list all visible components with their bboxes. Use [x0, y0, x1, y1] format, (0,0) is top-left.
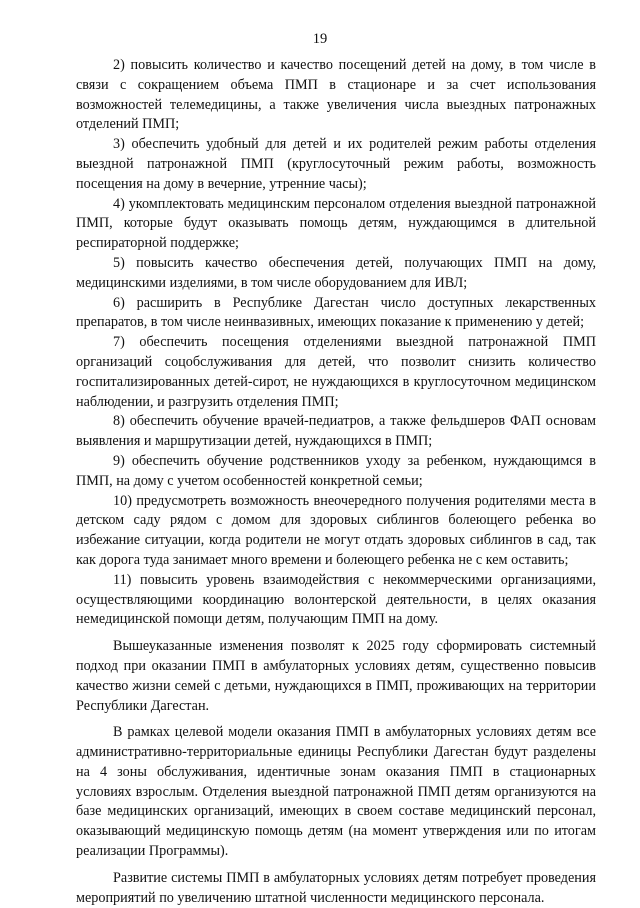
paragraph-item-7: 7) обеспечить посещения отделениями выездной патронажной ПМП организаций соцобслуживания для детей, что позволит снизить количество госпитализированных детей-сирот, не нуждающихся в круглосуточном медицинском наблюдении, и разгрузить отделения ПМП;	[76, 334, 596, 410]
paragraph-item-4: 4) укомплектовать медицинским персоналом отделения выездной патронажной ПМП, которые будут оказывать помощь детям, нуждающимся в длительной респираторной поддержке;	[76, 195, 596, 252]
page-number: 19	[312, 31, 328, 47]
paragraph-item-11: 11) повысить уровень взаимодействия с некоммерческими организациями, осуществляющими координацию волонтерской деятельности, в целях оказания немедицинской помощи детям, получающим ПМП на дому.	[76, 571, 596, 628]
paragraph-item-8: 8) обеспечить обучение врачей-педиатров, а также фельдшеров ФАП основам выявления и маршрутизации детей, нуждающихся в ПМП;	[76, 413, 596, 450]
paragraph-item-5: 5) повысить качество обеспечения детей, получающих ПМП на дому, медицинскими изделиями, в том числе оборудованием для ИВЛ;	[76, 254, 596, 291]
document-body	[76, 56, 596, 908]
paragraph-target-model: В рамках целевой модели оказания ПМП в амбулаторных условиях детям все административно-территориальные единицы Республики Дагестан будут разделены на 4 зоны обслуживания, идентичные зонам оказания ПМП в стационарных условиях взрослым. Отделения выездной патронажной ПМП детям организуются на базе медицинских организаций, имеющих в своем составе медицинский персонал, оказывающий медицинскую помощь детям (на момент утверждения или по итогам реализации Программы).	[76, 724, 596, 860]
paragraph-item-2: 2) повысить количество и качество посещений детей на дому, в том числе в связи с сокращением объема ПМП в стационаре и за счет использования возможностей телемедицины, а также увеличения числа выездных патронажных отделений ПМП;	[76, 57, 596, 133]
paragraph-item-9: 9) обеспечить обучение родственников уходу за ребенком, нуждающимся в ПМП, на дому с учетом особенностей конкретной семьи;	[76, 452, 596, 489]
paragraph-development: Развитие системы ПМП в амбулаторных условиях детям потребует проведения мероприятий по увеличению штатной численности медицинского персонала.	[76, 869, 596, 906]
paragraph-item-3: 3) обеспечить удобный для детей и их родителей режим работы отделения выездной патронажной ПМП (круглосуточный режим работы, возможность посещения на дому в вечерние, утренние часы);	[76, 136, 596, 192]
paragraph-item-6: 6) расширить в Республике Дагестан число доступных лекарственных препаратов, в том числе неинвазивных, имеющих показание к применению у детей;	[76, 294, 596, 331]
paragraph-item-10: 10) предусмотреть возможность внеочередного получения родителями места в детском саду рядом с домом для здоровых сиблингов болеющего ребенка во избежание ситуации, когда родители не могут отдать здоровых сиблингов в сад, так как дорога туда занимает много времени и болеющего ребенка не с кем оставить;	[76, 492, 596, 568]
paragraph-summary: Вышеуказанные изменения позволят к 2025 году сформировать системный подход при оказании ПМП в амбулаторных условиях детям, существенно повысив качество жизни семей с детьми, нуждающихся в ПМП, проживающих на территории Республики Дагестан.	[76, 638, 596, 714]
